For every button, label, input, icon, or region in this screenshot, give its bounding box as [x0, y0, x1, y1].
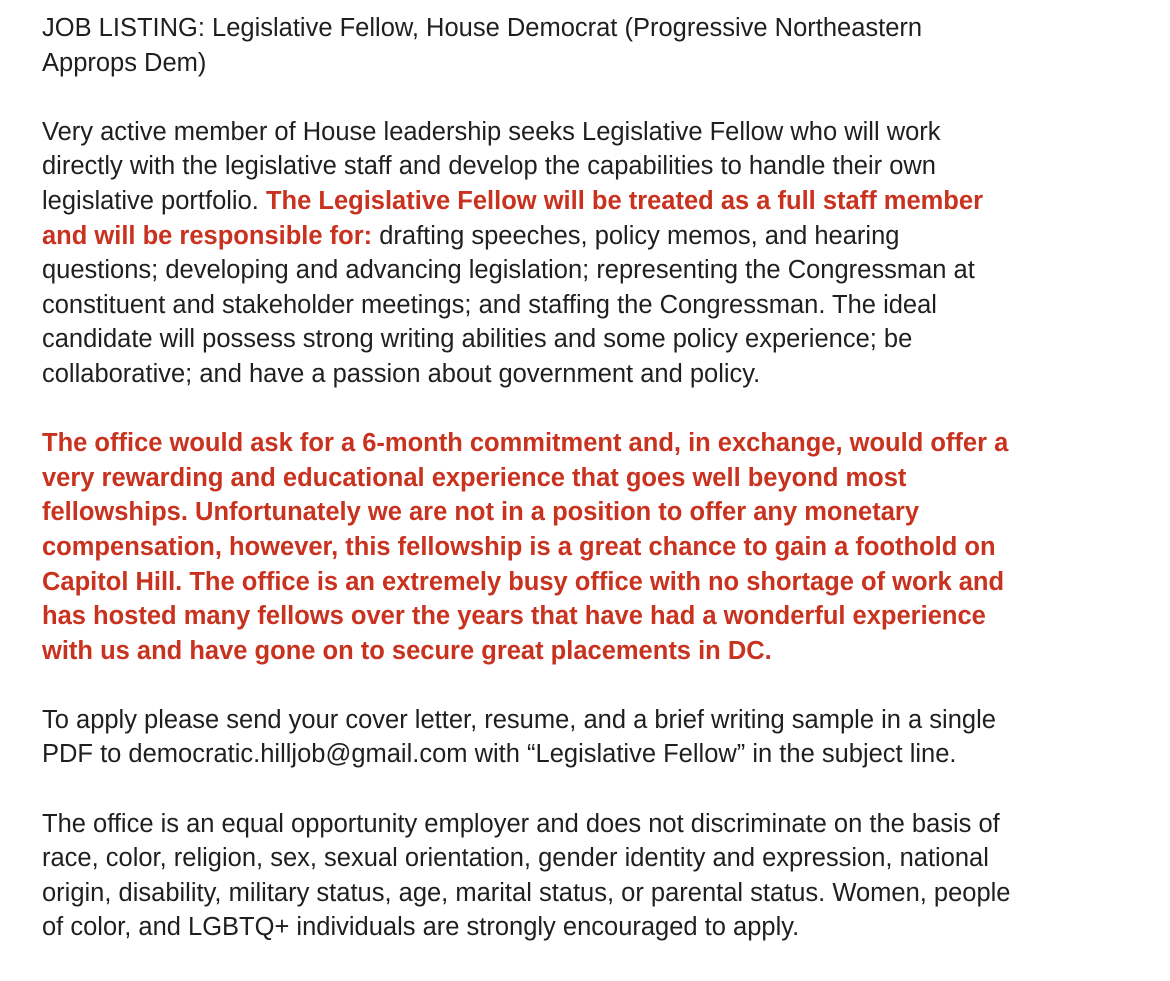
intro-line: questions; developing and advancing legislation; representing the Congressman at [42, 256, 975, 285]
commitment-paragraph [42, 426, 1162, 668]
job-listing-document [42, 11, 1162, 945]
intro-line: legislative portfolio. [42, 186, 266, 215]
title-line: Approps Dem) [42, 48, 207, 77]
apply-line: To apply please send your cover letter, resume, and a brief writing sample in a single [42, 705, 996, 734]
intro-line: directly with the legislative staff and develop the capabilities to handle their own [42, 152, 936, 181]
commitment-line: compensation, however, this fellowship is a great chance to gain a foothold on [42, 532, 996, 561]
apply-line: PDF to democratic.hilljob@gmail.com with “Legislative Fellow” in the subject line. [42, 740, 957, 769]
intro-line: Very active member of House leadership seeks Legislative Fellow who will work [42, 117, 941, 146]
commitment-line: Capitol Hill. The office is an extremely busy office with no shortage of work and [42, 567, 1005, 596]
title-line: JOB LISTING: Legislative Fellow, House Democrat (Progressive Northeastern [42, 14, 923, 42]
intro-line: constituent and stakeholder meetings; and staffing the Congressman. The ideal [42, 290, 937, 319]
commitment-line: fellowships. Unfortunately we are not in a position to offer any monetary [42, 498, 920, 527]
commitment-line: very rewarding and educational experience that goes well beyond most [42, 463, 907, 492]
intro-line: drafting speeches, policy memos, and hearing [372, 221, 900, 250]
eeo-line: race, color, religion, sex, sexual orientation, gender identity and expression, national [42, 844, 989, 873]
intro-line: candidate will possess strong writing abilities and some policy experience; be [42, 325, 913, 354]
paragraph-gap [42, 772, 1162, 807]
paragraph-gap [42, 80, 1162, 115]
highlighted-responsibility-text: and will be responsible for: [42, 221, 373, 250]
eeo-line: of color, and LGBTQ+ individuals are strongly encouraged to apply. [42, 913, 800, 942]
eeo-paragraph [42, 807, 1162, 945]
apply-paragraph [42, 703, 1162, 772]
commitment-line: has hosted many fellows over the years that have had a wonderful experience [42, 602, 986, 631]
paragraph-gap [42, 668, 1162, 703]
intro-paragraph [42, 115, 1162, 392]
eeo-line: The office is an equal opportunity employer and does not discriminate on the basis of [42, 809, 1000, 838]
commitment-line: The office would ask for a 6-month commitment and, in exchange, would offer a [42, 429, 1009, 458]
commitment-line: with us and have gone on to secure great placements in DC. [42, 636, 772, 665]
paragraph-gap [42, 392, 1162, 427]
intro-line: collaborative; and have a passion about government and policy. [42, 359, 761, 388]
highlighted-responsibility-text: The Legislative Fellow will be treated as a full staff member [265, 186, 983, 215]
listing-title [42, 11, 1162, 80]
eeo-line: origin, disability, military status, age, marital status, or parental status. Women, people [42, 878, 1011, 907]
